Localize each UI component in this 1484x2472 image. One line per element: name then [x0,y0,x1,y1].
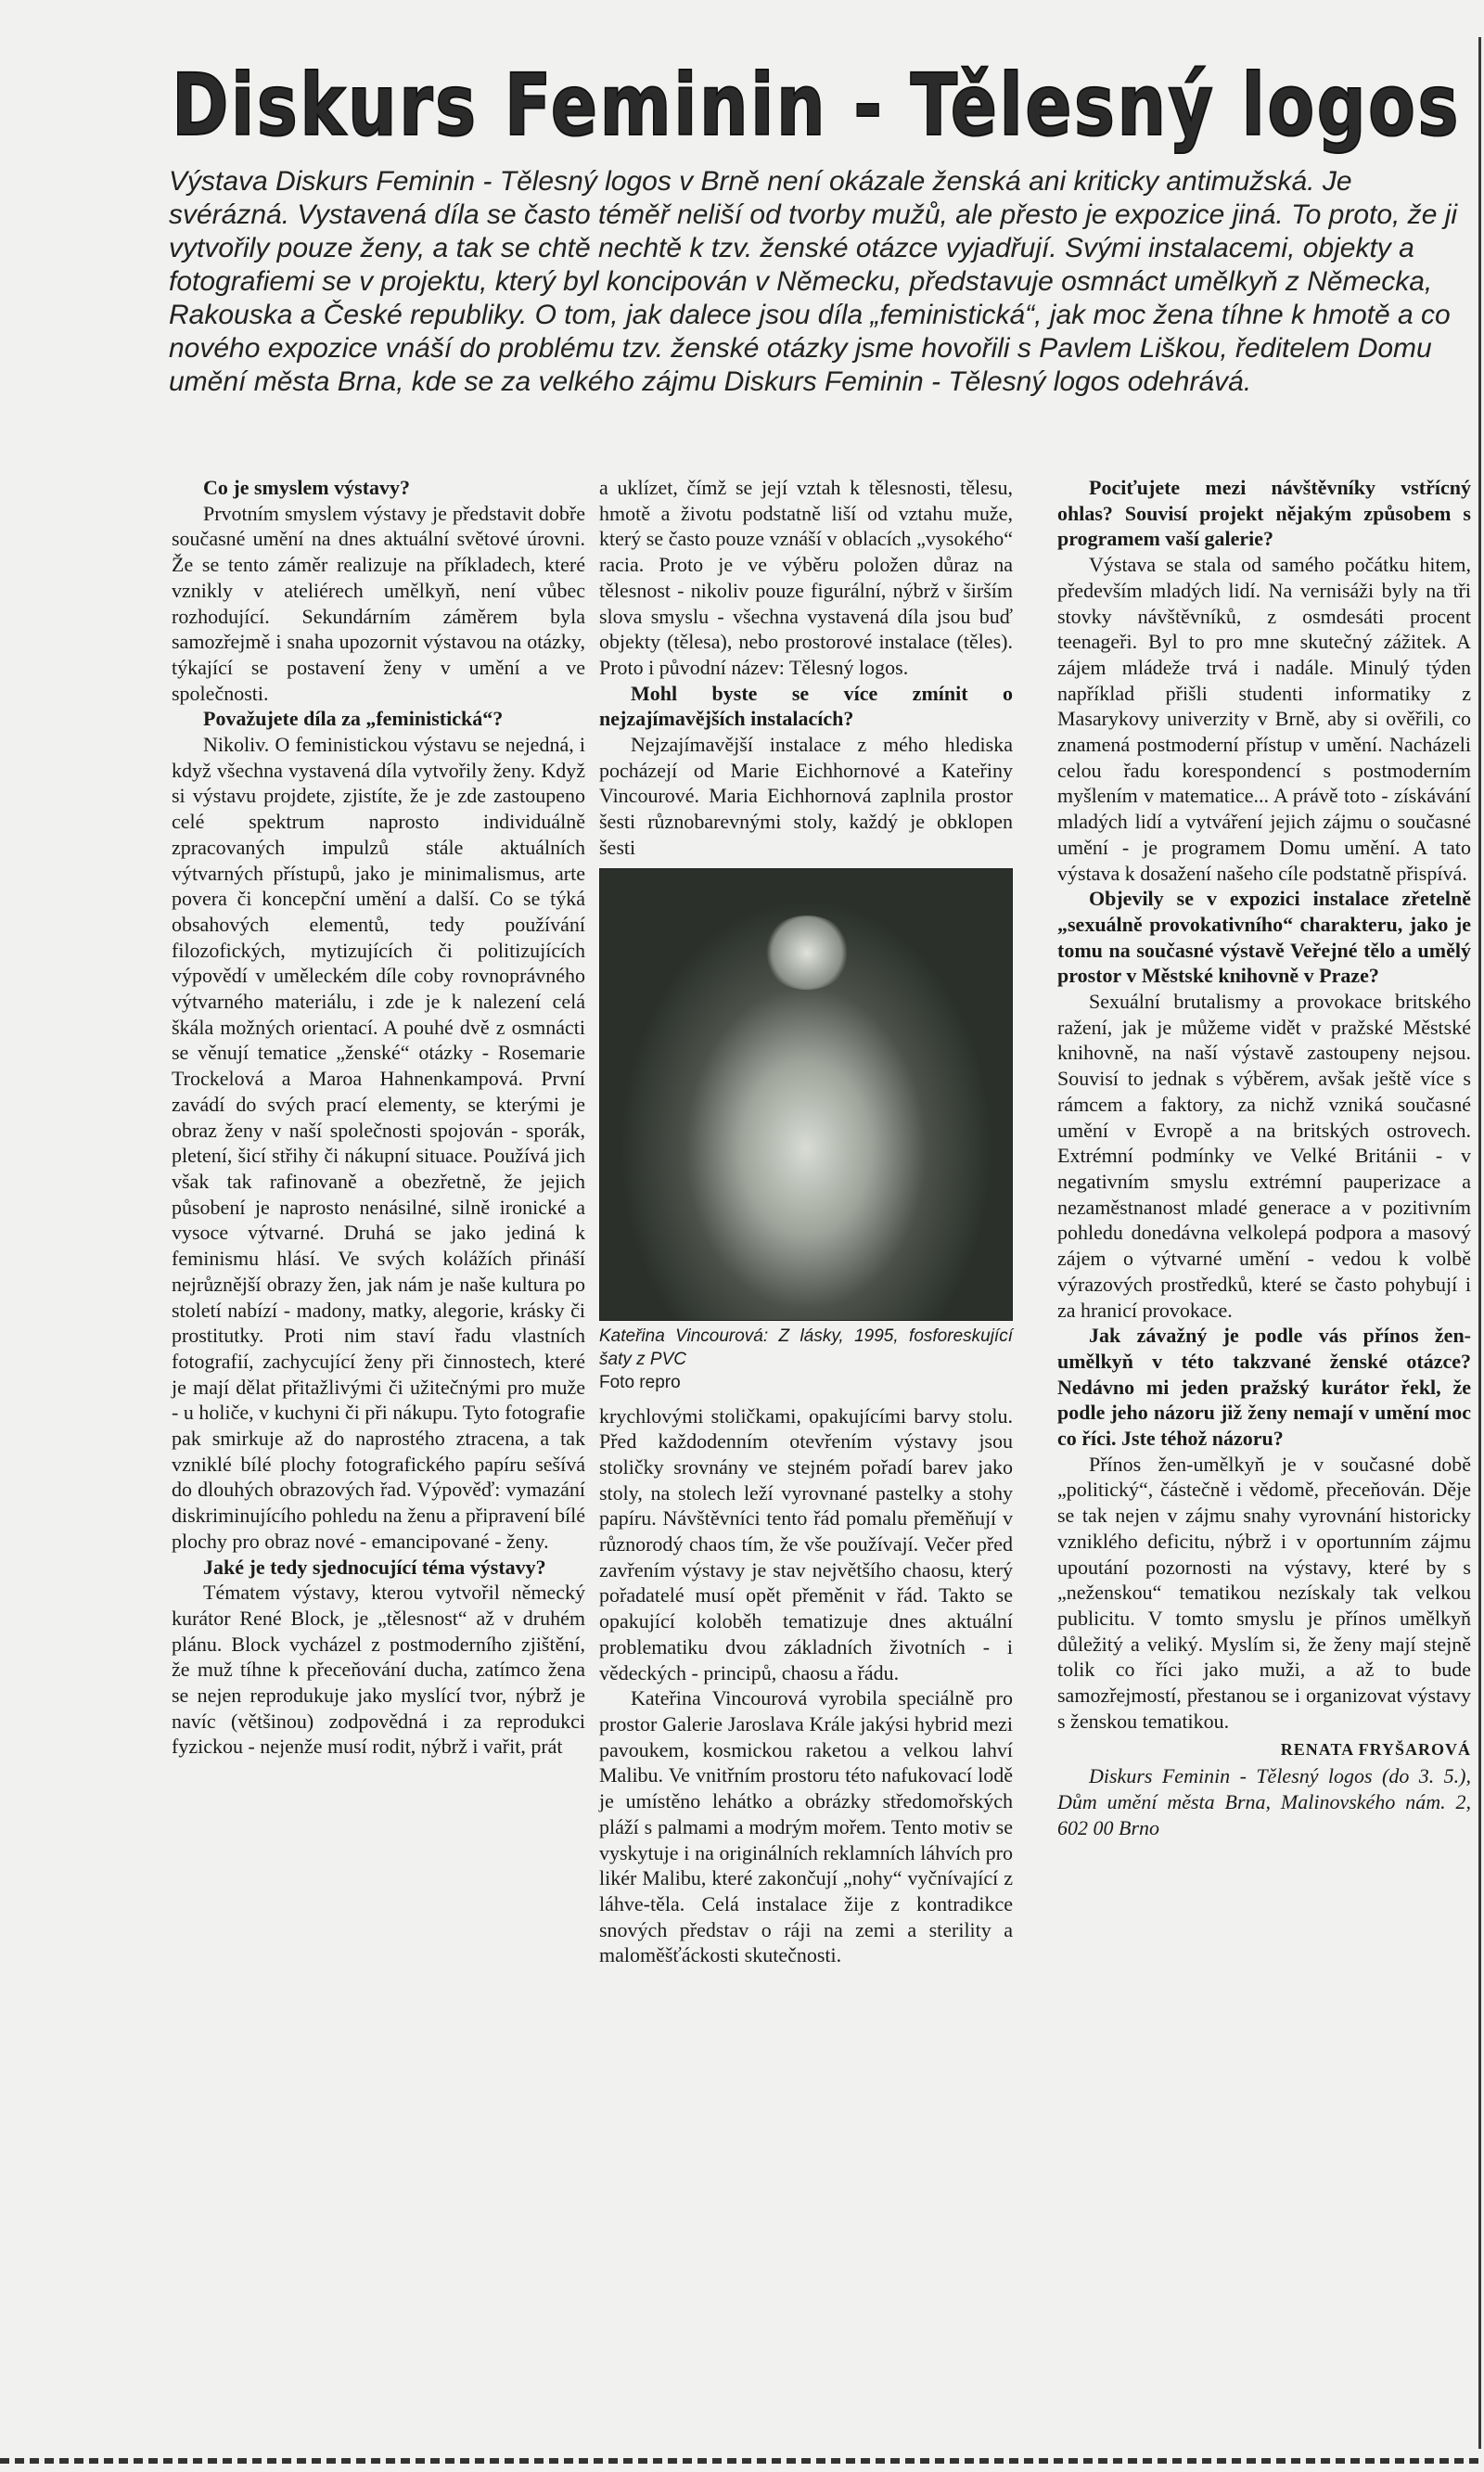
interview-question: Mohl byste se více zmínit o nejzajímavějších instalacích? [599,681,1013,731]
answer-paragraph: Přínos žen-umělkyň je v současné době „politický“, částečně i vědomě, přeceňován. Děje se tak nejen v zájmu snahy vyrovnání historicky vzniklého deficitu, nýbrž i v oportunním zájmu upoutání pozornosti na výstavy, které by s „neženskou“ tematikou nezískaly tak velkou publicitu. V tomto smyslu je přínos umělkyň důležitý a veliký. Myslím si, že ženy mají stejně tolik co říci jako muži, a až to bude samozřejmostí, přestanou se i organizovat výstavy s ženskou tematikou. [1057,1452,1471,1733]
photo-credit: Foto repro [599,1372,681,1392]
exhibition-info: Diskurs Feminin - Tělesný logos (do 3. 5.), Dům umění města Brna, Malinovského nám. 2, 602 00 Brno [1057,1764,1471,1839]
dress-installation-photo [599,868,1013,1321]
dotted-bottom-rule [0,2458,1484,2464]
interview-question: Jaké je tedy sjednocující téma výstavy? [203,1555,546,1579]
article-lead: Výstava Diskurs Feminin - Tělesný logos v Brně není okázale ženská ani kriticky antimužská. Je svérázná. Vystavená díla se často téměř neliší od tvorby mužů, ale přesto je expozice jiná. To proto, že ji vytvořily pouze ženy, a tak se chtě nechtě k tzv. ženské otázce vyjadřují. Svými instalacemi, objekty a fotografiemi se v projektu, který byl koncipován v Německu, představuje osmnáct umělkyň z Německa, Rakouska a České republiky. O tom, jak dalece jsou díla „feministická“, jak moc žena tíhne k hmotě a co nového expozice vnáší do problému tzv. ženské otázky jsme hovořili s Pavlem Liškou, ředitelem Domu umění města Brna, kde se za velkého zájmu Diskurs Feminin - Tělesný logos odehrává. [169,166,1458,397]
paragraph-continuation: krychlovými stoličkami, opakujícími barvy stolu. Před každodenním otevřením výstavy jsou stoličky srovnány ve stejném pořadí barev jako stoly, na stolech leží vyrovnané pastelky a stohy papíru. Návštěvníci tento řád pomalu přeměňují v různorodý chaos tím, že vše používají. Večer před zavřením výstavy je stav největšího chaosu, který pořadatelé musí opět přeměnit v řád. Takto se opakující koloběh tematizuje dnes aktuální problematiku dvou základních životních - i vědeckých - principů, chaosu a řádu. [599,1403,1013,1684]
answer-paragraph: Prvotním smyslem výstavy je představit dobře současné umění na dnes aktuální světové úrovni. Že se tento záměr realizuje na příkladech, které vznikly v ateliérech umělkyň, není vůbec rozhodující. Sekundárním záměrem byla samozřejmě i snaha upozornit výstavou na otázky, týkající se postavení ženy v umění a ve společnosti. [172,501,585,705]
answer-paragraph: Nikoliv. O feministickou výstavu se nejedná, i když všechna vystavená díla vytvořily ženy. Když si výstavu projdete, zjistíte, že je zde zastoupeno celé spektrum naprosto individuálně zpracovaných impulzů stále aktuálních výtvarných přístupů, jako je minimalismus, arte povera či koncepční umění a další. Co se týká obsahových elementů, tedy používání filozofických, mytizujících či politizujících výpovědí v uměleckém díle coby rovnoprávného výtvarného materiálu, i zde je k nalezení celá škála možných orientací. A pouhé dvě z osmnácti se věnují tematice „ženské“ otázky - Rosemarie Trockelová a Maroa Hahnenkampová. První zavádí do svých prací elementy, se kterými je obraz ženy v naší společnosti spojován - sporák, pletení, šicí střihy či nákupní situace. Používá jich však tak rafinovaně a obezřetně, že jejich působení je naprosto nenásilné, silně ironické a vysoce výtvarné. Druhá se jako jediná k feminismu hlásí. Ve svých kolážích přináší nejrůznější obrazy žen, jak nám je naše kultura po století nabízí - madony, matky, alegorie, krásky či prostitutky. Proti nim staví řadu vlastních fotografií, zachycující ženy při činnostech, které je mají dělat přitažlivými či užitečnými pro muže - u holiče, v kuchyni či při nákupu. Tyto fotografie pak smirkuje až do naprostého ztracena, a tak vzniklé bílé plochy fotografického papíru sešívá do dlouhých obrazových řad. Výpověď: vymazání diskriminujícího pohledu na ženu a připravení bílé plochy pro obraz nové - emancipované - ženy. [172,733,585,1553]
interview-question: Jak závažný je podle vás přínos žen-umělkyň v této takzvané ženské otázce? Nedávno mi jeden pražský kurátor řekl, že podle jeho názoru již ženy nemají v umění moc co říci. Jste téhož názoru? [1057,1324,1471,1451]
interview-question: Pociťujete mezi návštěvníky vstřícný ohlas? Souvisí projekt nějakým způsobem s programem vaší galerie? [1057,476,1471,551]
caption-text: Kateřina Vincourová: Z lásky, 1995, fosforeskující šaty z PVC [599,1326,1013,1369]
answer-paragraph: Nejzajímavější instalace z mého hlediska pocházejí od Marie Eichhornové a Kateřiny Vincourové. Maria Eichhornová zaplnila prostor šesti různobarevnými stoly, každý je obklopen šesti [599,733,1013,859]
interview-question: Objevily se v expozici instalace zřetelně „sexuálně provokativního“ charakteru, jako je tomu na současné výstavě Veřejné tělo a umělý prostor v Městské knihovně v Praze? [1057,887,1471,988]
interview-question: Považujete díla za „feministická“? [203,707,504,731]
interview-question: Co je smyslem výstavy? [203,476,411,499]
answer-paragraph: Sexuální brutalismy a provokace britského ražení, jak je můžeme vidět v pražské Městské knihovně, na naší výstavě zastoupeny nejsou. Souvisí to jednak s výběrem, avšak ještě více s rámcem a faktory, za nichž vzniká současné umění v Evropě a na britských ostrovech. Extrémní podmínky ve Velké Británii - v negativním smyslu extrémní pauperizace a nezaměstnanost mladé generace a v pozitivním pohledu donedávna velkolepá podpora a masový zájem o výtvarné umění - vedou k volbě výrazových prostředků, které se často pohybují i za hranicí provokace. [1057,990,1471,1322]
text-column-3 [1057,475,1471,1840]
answer-paragraph: Tématem výstavy, kterou vytvořil německý kurátor René Block, je „tělesnost“ až v druhém plánu. Block vycházel z postmoderního zjištění, že muž tíhne k přeceňování ducha, zatímco žena se nejen reprodukuje jako myslící tvor, nýbrž je navíc (většinou) zodpovědná i za reprodukci fyzickou - nejenže musí rodit, nýbrž i vařit, prát [172,1581,585,1759]
photo-caption [599,1325,1013,1394]
column-rule [1478,37,1481,2449]
answer-paragraph: Kateřina Vincourová vyrobila speciálně pro prostor Galerie Jaroslava Krále jakýsi hybrid mezi pavoukem, kosmickou raketou a velkou lahví Malibu. Ve vnitřním prostoru této nafukovací lodě je umístěno lehátko a obrázky středomořských pláží s palmami a modrým mořem. Tento motiv se vyskytuje i na originálních reklamních láhvích pro likér Malibu, které zakončují „nohy“ vyčnívající z láhve-těla. Celá instalace žije z kontradikce snových představ o ráji na zemi a sterility a maloměšťáckosti skutečnosti. [599,1686,1013,1967]
author-byline: RENATA FRYŠAROVÁ [1280,1740,1471,1760]
text-column-2 [599,475,1013,1968]
answer-paragraph: Výstava se stala od samého počátku hitem, především mladých lidí. Na vernisáži byly na tři stovky návštěvníků, z osmdesáti procent teenageři. Byl to pro mne skutečný zážitek. A zájem mládeže trvá i nadále. Minulý týden například přišli studenti informatiky z Masarykovy univerzity v Brně, aby si ověřili, co znamená postmoderní přístup v umění. Nacházeli celou řadu korespondencí s postmoderním myšlením v matematice... A právě toto - získávání mladých lidí a vytváření jejich zájmu o současné umění - je programem Domu umění. A tato výstava k dosažení našeho cíle podstatně přispívá. [1057,553,1471,885]
article-figure [599,868,1013,1394]
paragraph-continuation: a uklízet, čímž se její vztah k tělesnosti, tělesu, hmotě a životu podstatně liší od vztahu muže, který se často pouze vznáší v oblacích „vysokého“ racia. Proto je ve výběru položen důraz na tělesnost - nikoliv pouze figurální, nýbrž v širším slova smyslu - všechna vystavená díla jsou buď objekty (tělesa), nebo prostorové instalace (těles). Proto i původní název: Tělesný logos. [599,476,1013,679]
text-column-1 [172,475,585,1760]
article-title: Diskurs Feminin - Tělesný logos [172,56,1461,155]
